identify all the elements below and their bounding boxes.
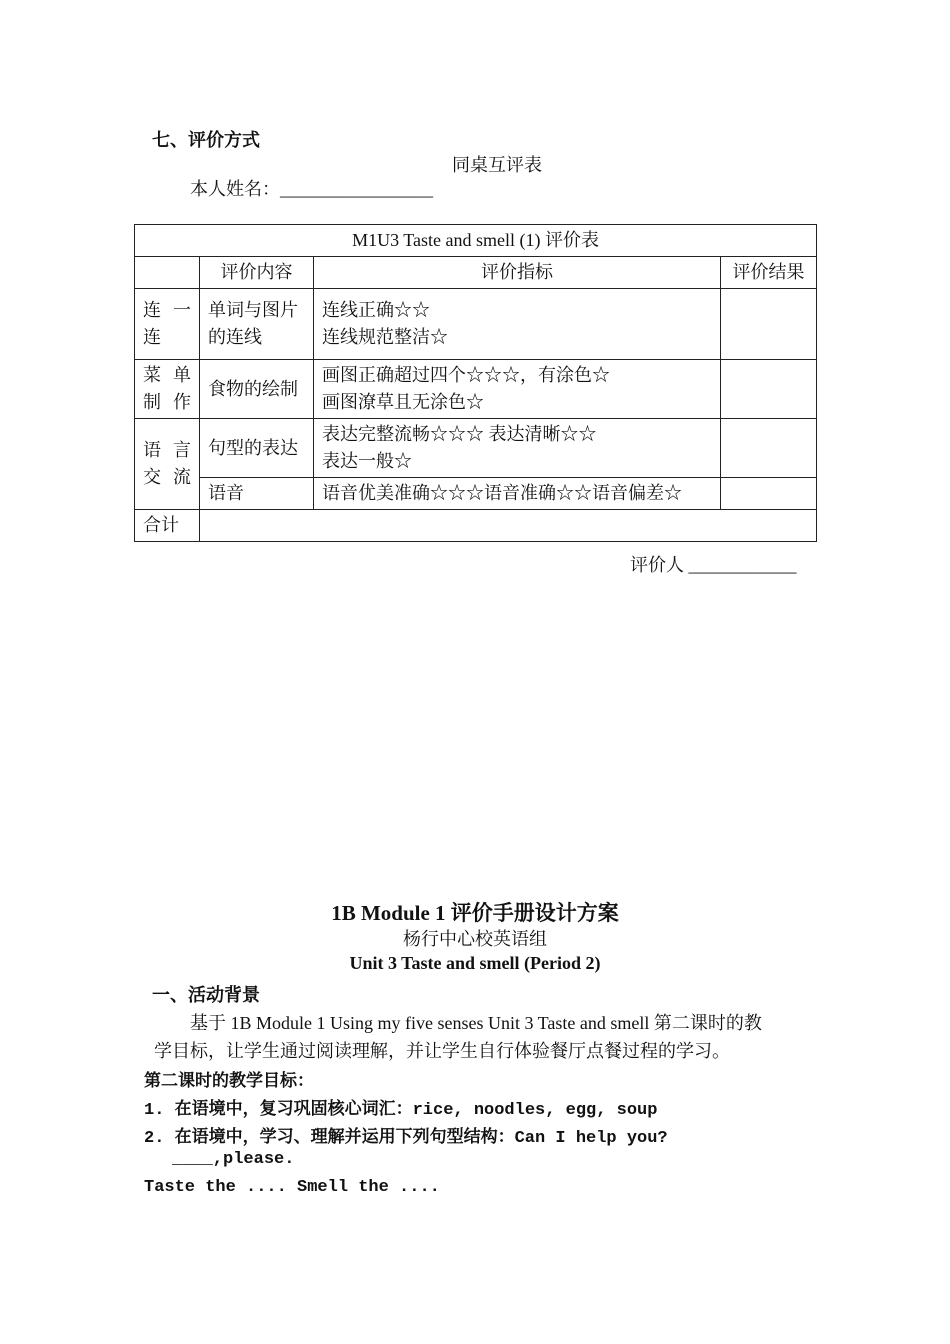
section-heading-background: 一、活动背景: [152, 985, 260, 1005]
total-label: 合计: [135, 510, 200, 542]
content-cell: 单词与图片的连线: [200, 289, 314, 360]
result-cell: [721, 289, 817, 360]
goal-item: Taste the .... Smell the ....: [144, 1178, 440, 1197]
goal-item: 1. 在语境中，复习巩固核心词汇：rice, noodles, egg, soup: [144, 1101, 658, 1120]
criteria-line: 表达完整流畅☆☆☆ 表达清晰☆☆: [322, 424, 597, 444]
unit-title: Unit 3 Taste and smell (Period 2): [349, 953, 601, 973]
goal-item-continuation: ____,please.: [172, 1150, 295, 1169]
evaluation-table: [134, 224, 817, 542]
criteria-line: 画图正确超过四个☆☆☆，有涂色☆: [322, 365, 610, 385]
table-caption: M1U3 Taste and smell (1) 评价表: [135, 225, 817, 257]
table-header-row: [135, 257, 817, 289]
criteria-line: 画图潦草且无涂色☆: [322, 392, 484, 412]
table-row: [135, 478, 817, 510]
school-name: 杨行中心校英语组: [403, 929, 547, 949]
content-cell: 语音: [200, 478, 314, 510]
result-cell: [721, 478, 817, 510]
criteria-line: 连线规范整洁☆: [322, 327, 448, 347]
table-row: [135, 419, 817, 478]
section-heading-evaluation-method: 七、评价方式: [152, 130, 260, 150]
background-paragraph-line: 学目标，让学生通过阅读理解，并让学生自行体验餐厅点餐过程的学习。: [154, 1041, 730, 1061]
criteria-cell: [314, 289, 721, 360]
background-paragraph-line: 基于 1B Module 1 Using my five senses Unit 3 Taste and smell 第二课时的教: [190, 1013, 762, 1033]
table-caption-row: [135, 225, 817, 257]
criteria-cell: [314, 419, 721, 478]
table-header-cell: 评价内容: [200, 257, 314, 289]
goals-heading: 第二课时的教学目标：: [144, 1073, 314, 1092]
table-row: [135, 360, 817, 419]
result-cell: [721, 360, 817, 419]
result-cell: [721, 419, 817, 478]
content-cell: 句型的表达: [200, 419, 314, 478]
table-header-cell: 评价结果: [721, 257, 817, 289]
category-cell: 语 言 交流: [135, 419, 200, 510]
name-line: 本人姓名：_________________: [190, 179, 433, 199]
criteria-line: 表达一般☆: [322, 451, 412, 471]
table-header-cell: [135, 257, 200, 289]
criteria-cell: 语音优美准确☆☆☆语音准确☆☆语音偏差☆: [314, 478, 721, 510]
evaluator-line: 评价人 ____________: [630, 555, 797, 575]
total-value: [200, 510, 817, 542]
criteria-line: 连线正确☆☆: [322, 300, 430, 320]
content-cell: 食物的绘制: [200, 360, 314, 419]
plan-title: 1B Module 1 评价手册设计方案: [331, 901, 619, 925]
peer-evaluation-title: 同桌互评表: [452, 155, 542, 175]
total-row: [135, 510, 817, 542]
criteria-cell: [314, 360, 721, 419]
table-header-cell: 评价指标: [314, 257, 721, 289]
category-cell: 菜 单 制作: [135, 360, 200, 419]
table-row: [135, 289, 817, 360]
goal-item: 2. 在语境中，学习、理解并运用下列句型结构：Can I help you?: [144, 1129, 668, 1148]
category-cell: 连 一 连: [135, 289, 200, 360]
